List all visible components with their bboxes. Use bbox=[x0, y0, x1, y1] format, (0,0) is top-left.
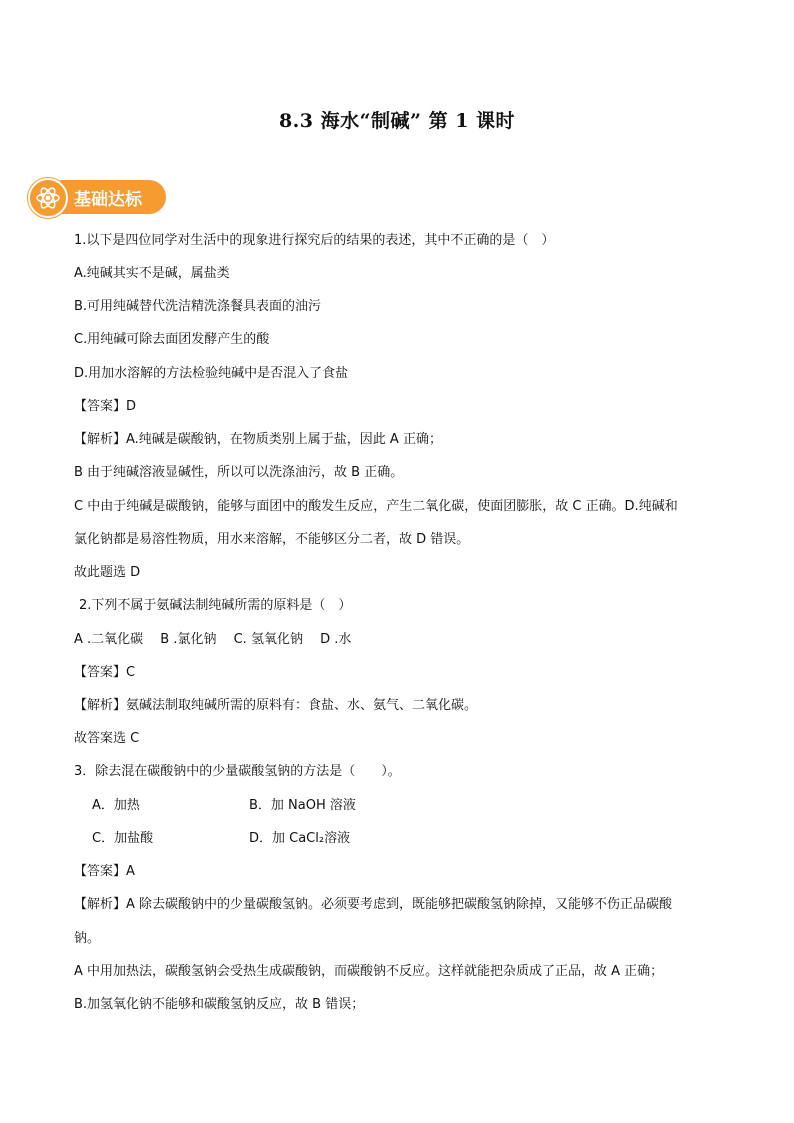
question-3-option-a: A．加热 bbox=[92, 798, 140, 813]
question-1-conclusion: 故此题选 D bbox=[74, 565, 141, 580]
question-2-conclusion: 故答案选 C bbox=[74, 731, 140, 746]
question-3-analysis-line: B.加氢氧化钠不能够和碳酸氢钠反应，故 B 错误； bbox=[74, 997, 365, 1012]
question-1-option-a: A.纯碱其实不是碱，属盐类 bbox=[74, 266, 230, 281]
question-1-analysis-line: B 由于纯碱溶液显碱性，所以可以洗涤油污，故 B 正确。 bbox=[74, 465, 404, 480]
question-1-analysis-line: 氯化钠都是易溶性物质，用水来溶解，不能够区分二者，故 D 错误。 bbox=[74, 532, 470, 547]
badge-label: 基础达标 bbox=[74, 190, 142, 210]
question-3-analysis-line: 【解析】A 除去碳酸钠中的少量碳酸氢钠。必须要考虑到，既能够把碳酸氢钠除掉，又能够不伤正品碳酸 bbox=[74, 897, 673, 912]
question-3-option-d: D．加 CaCl₂溶液 bbox=[249, 831, 351, 846]
question-2-options: A .二氧化碳 B .氯化钠 C. 氢氧化钠 D .水 bbox=[74, 632, 352, 647]
question-3-analysis-line: A 中用加热法，碳酸氢钠会受热生成碳酸钠，而碳酸钠不反应。这样就能把杂质成了正品，故 A 正确； bbox=[74, 964, 664, 979]
question-1-stem: 1.以下是四位同学对生活中的现象进行探究后的结果的表述，其中不正确的是（ ） bbox=[74, 233, 555, 248]
question-2-answer: 【答案】C bbox=[74, 665, 136, 680]
question-2-analysis: 【解析】氨碱法制取纯碱所需的原料有：食盐、水、氨气、二氧化碳。 bbox=[74, 698, 478, 713]
question-1-analysis-line: 【解析】A.纯碱是碳酸钠，在物质类别上属于盐，因此 A 正确； bbox=[74, 432, 442, 447]
question-3-analysis-line: 钠。 bbox=[74, 931, 101, 946]
question-2-stem: 2.下列不属于氨碱法制纯碱所需的原料是（ ） bbox=[79, 598, 352, 613]
question-3-answer: 【答案】A bbox=[74, 864, 135, 879]
question-1-option-c: C.用纯碱可除去面团发酵产生的酸 bbox=[74, 332, 270, 347]
question-1-option-b: B.可用纯碱替代洗洁精洗涤餐具表面的油污 bbox=[74, 299, 322, 314]
question-1-analysis-line: C 中由于纯碱是碳酸钠，能够与面团中的酸发生反应，产生二氧化碳，使面团膨胀，故 C 正确。D.纯碱和 bbox=[74, 499, 678, 514]
question-3-stem: 3．除去混在碳酸钠中的少量碳酸氢钠的方法是（ ）。 bbox=[74, 764, 401, 779]
question-1-option-d: D.用加水溶解的方法检验纯碱中是否混入了食盐 bbox=[74, 366, 349, 381]
page-title: 8.3 海水“制碱” 第 1 课时 bbox=[278, 110, 516, 132]
section-badge bbox=[28, 178, 168, 218]
question-3-option-c: C．加盐酸 bbox=[92, 831, 154, 846]
question-1-answer: 【答案】D bbox=[74, 399, 137, 414]
question-3-option-b: B．加 NaOH 溶液 bbox=[249, 798, 356, 813]
atom-icon bbox=[34, 184, 62, 212]
badge-circle bbox=[28, 178, 68, 218]
